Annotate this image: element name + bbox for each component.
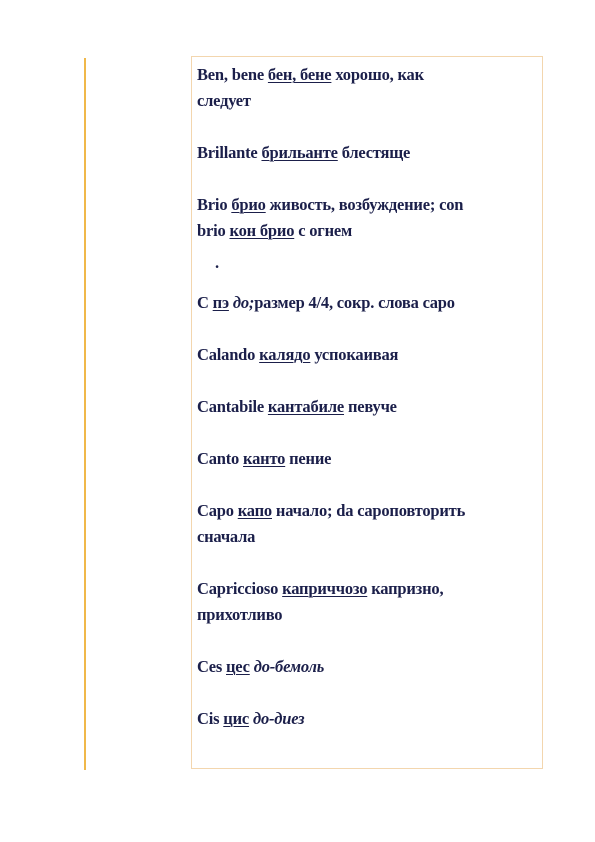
definition-italic: до-диез	[252, 709, 305, 728]
term: Capriccioso	[197, 579, 279, 598]
glossary-entry-ben	[197, 62, 539, 114]
term: Cis	[197, 709, 220, 728]
pronunciation: цис	[223, 709, 250, 728]
definition: с огнем	[298, 221, 353, 240]
glossary-entry-cis	[197, 706, 539, 732]
definition: хорошо, как	[335, 65, 424, 84]
glossary-entries	[197, 62, 539, 732]
pronunciation: каприччозо	[282, 579, 368, 598]
glossary-entry-capo	[197, 498, 539, 550]
term: Canto	[197, 449, 240, 468]
pronunciation-italic: до;	[232, 293, 255, 312]
pronunciation: кон брио	[229, 221, 295, 240]
definition-cont: следует	[197, 91, 251, 110]
term: С	[197, 293, 209, 312]
left-margin-rule	[84, 58, 86, 770]
term: Ces	[197, 657, 223, 676]
pronunciation: пэ	[212, 293, 229, 312]
glossary-entry-capriccioso	[197, 576, 539, 628]
pronunciation: брио	[231, 195, 266, 214]
definition: успокаивая	[314, 345, 399, 364]
pronunciation: капо	[237, 501, 272, 520]
dot-text: .	[215, 253, 219, 272]
pronunciation: цес	[226, 657, 250, 676]
glossary-entry-ces	[197, 654, 539, 680]
definition-cont: прихотливо	[197, 605, 283, 624]
pronunciation: брильанте	[261, 143, 338, 162]
pronunciation: бен, бене	[267, 65, 332, 84]
definition-italic: до-бемоль	[253, 657, 325, 676]
term: Cantabile	[197, 397, 264, 416]
glossary-entry-calando	[197, 342, 539, 368]
definition: размер 4/4, сокр. слова capo	[254, 293, 455, 312]
definition-cont: сначала	[197, 527, 256, 546]
glossary-entry-brio	[197, 192, 539, 244]
glossary-entry-brillante	[197, 140, 539, 166]
glossary-entry-canto	[197, 446, 539, 472]
definition: капризно,	[371, 579, 444, 598]
glossary-entry-cantabile	[197, 394, 539, 420]
term: Brillante	[197, 143, 258, 162]
pronunciation: кантабиле	[267, 397, 345, 416]
term: Calando	[197, 345, 256, 364]
term: Brio	[197, 195, 228, 214]
pronunciation: канто	[243, 449, 286, 468]
term: Ben, bene	[197, 65, 264, 84]
definition: певуче	[347, 397, 397, 416]
definition: живость, возбуждение; con	[269, 195, 464, 214]
definition: блестяще	[341, 143, 411, 162]
term: brio	[197, 221, 226, 240]
definition: пение	[289, 449, 332, 468]
term: Capo	[197, 501, 234, 520]
pronunciation: калядо	[259, 345, 311, 364]
definition: начало; da capoповторить	[275, 501, 466, 520]
separator-dot	[197, 250, 539, 276]
glossary-entry-c	[197, 290, 539, 316]
